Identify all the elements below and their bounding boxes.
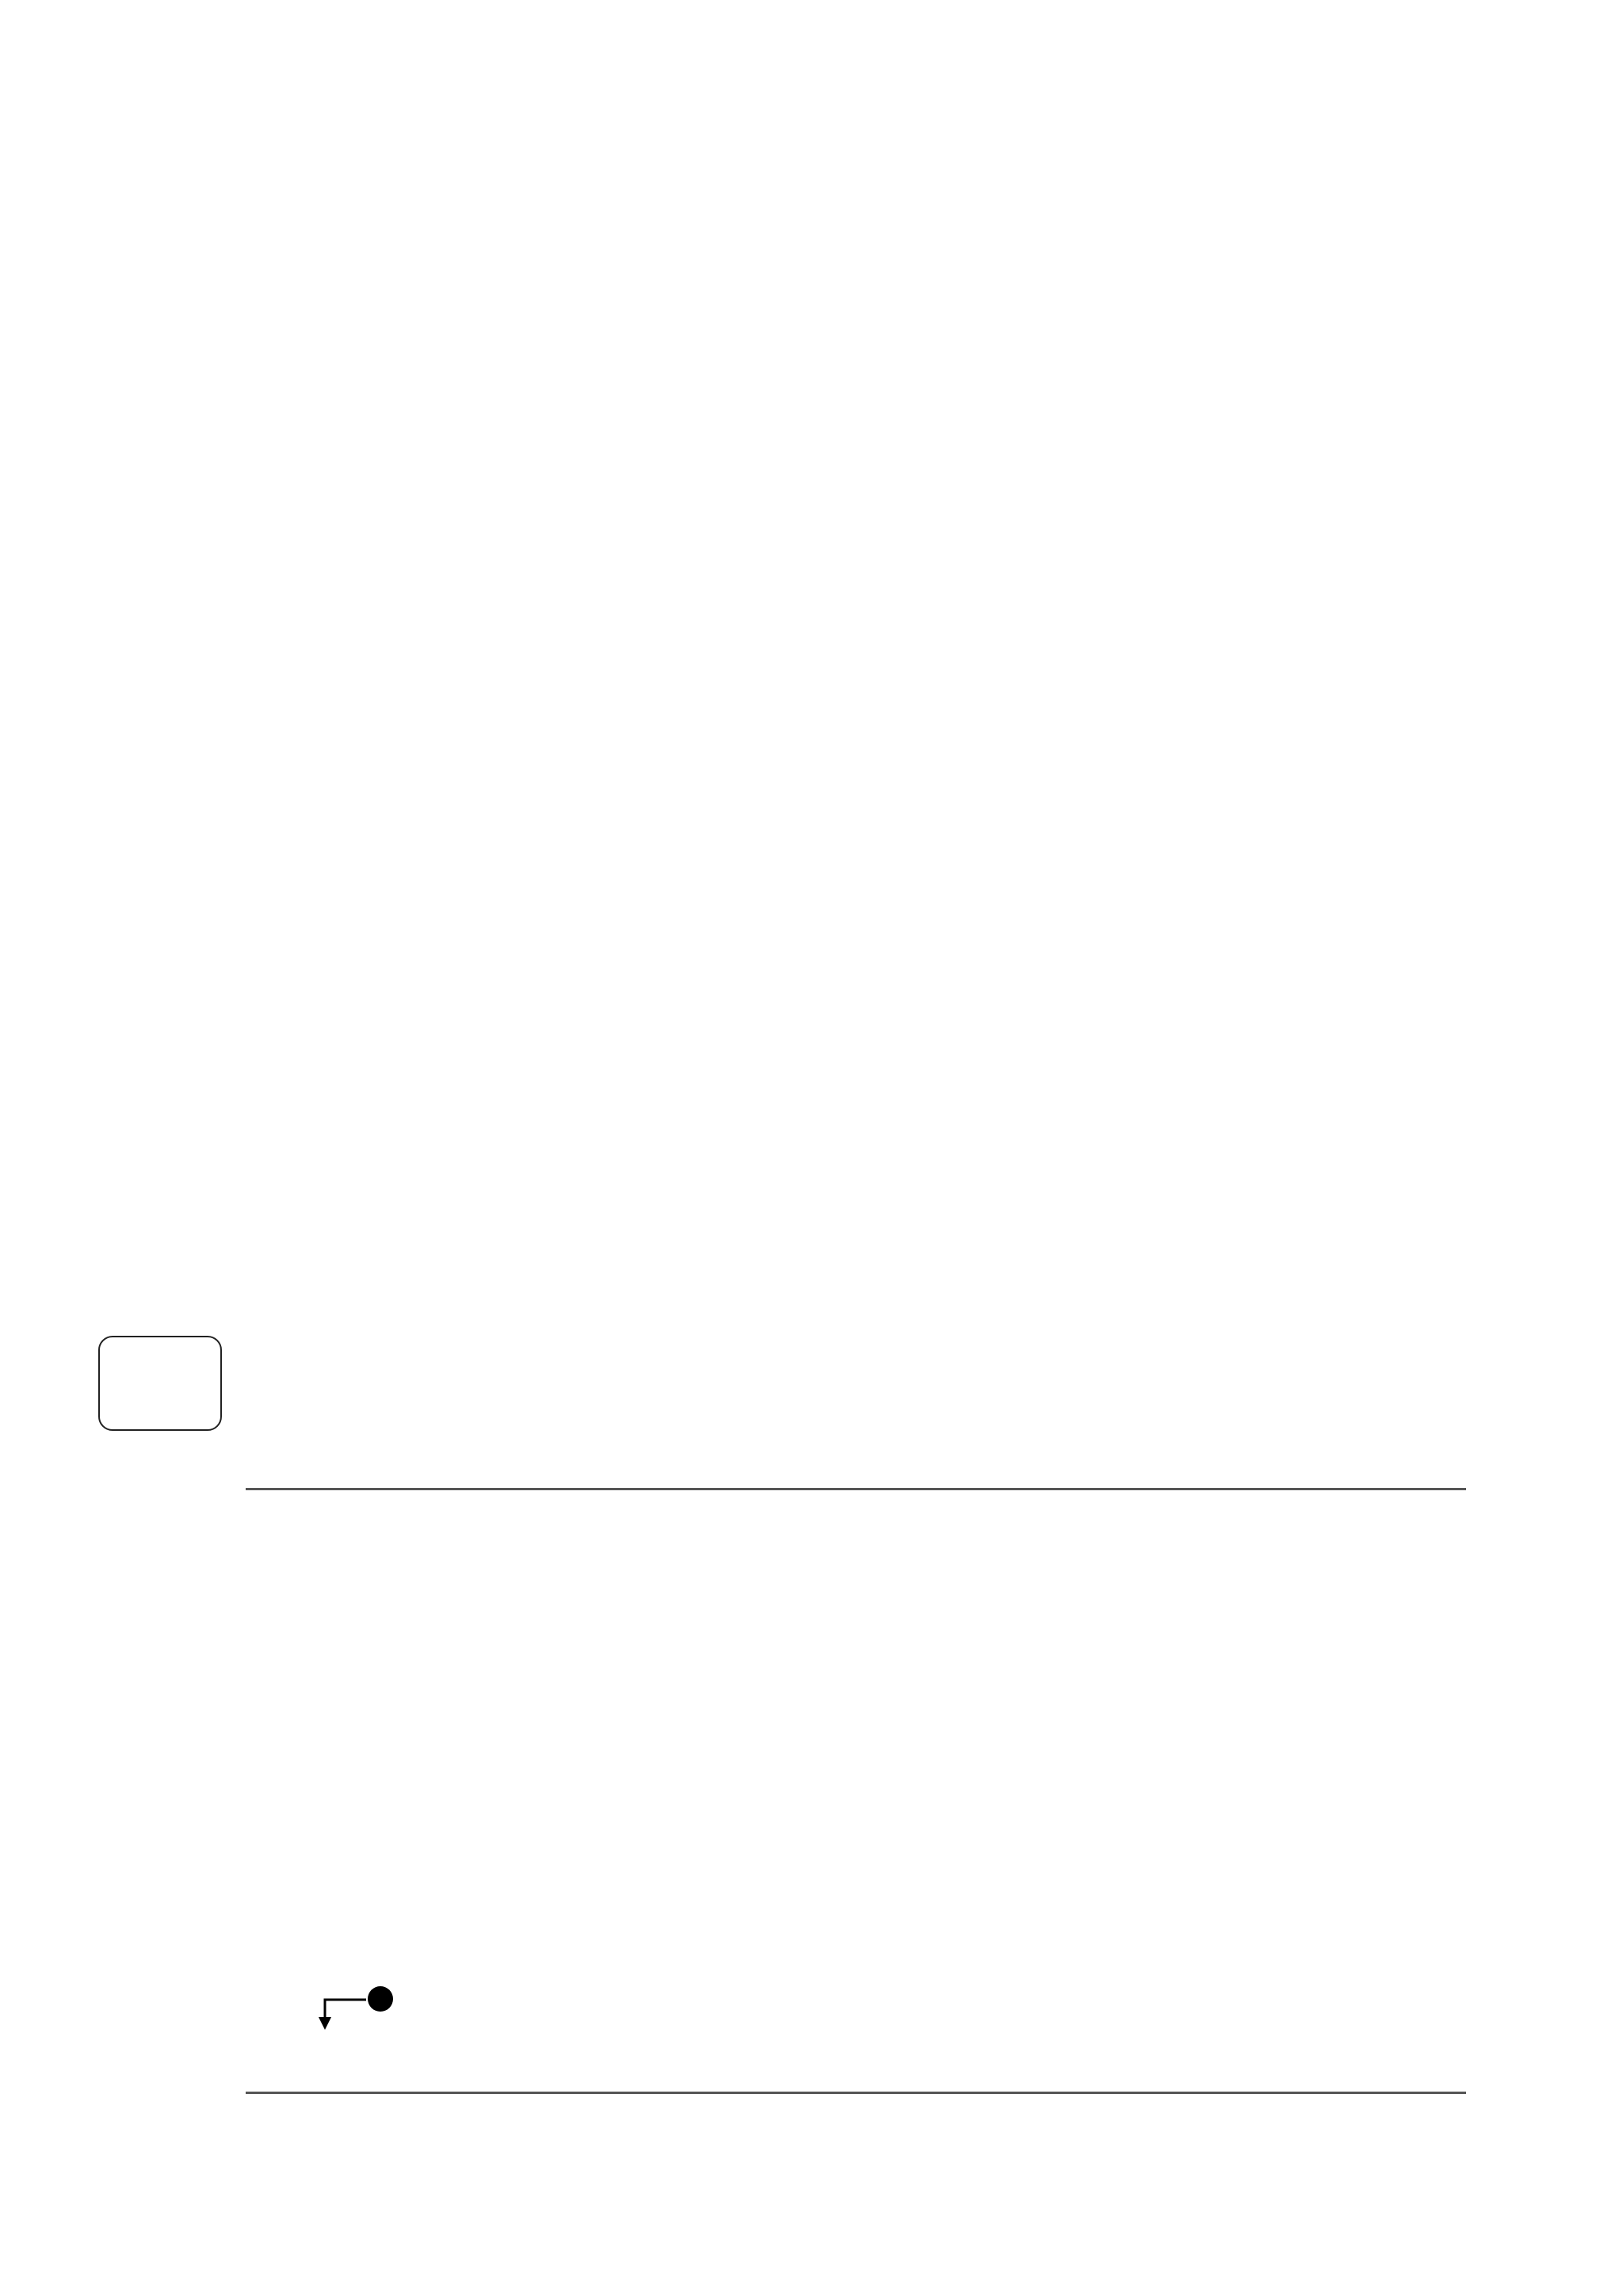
lab-badge [98,1336,222,1431]
listing-last-line [247,2042,1523,2092]
callout-arrow-icon [312,1981,368,2036]
callout-label [368,1984,398,2023]
callout-number-badge [368,1986,393,2012]
callout-annotation [312,1981,788,2036]
listing-header [246,1447,1466,1490]
listing-bottom-rule [246,2092,1466,2094]
